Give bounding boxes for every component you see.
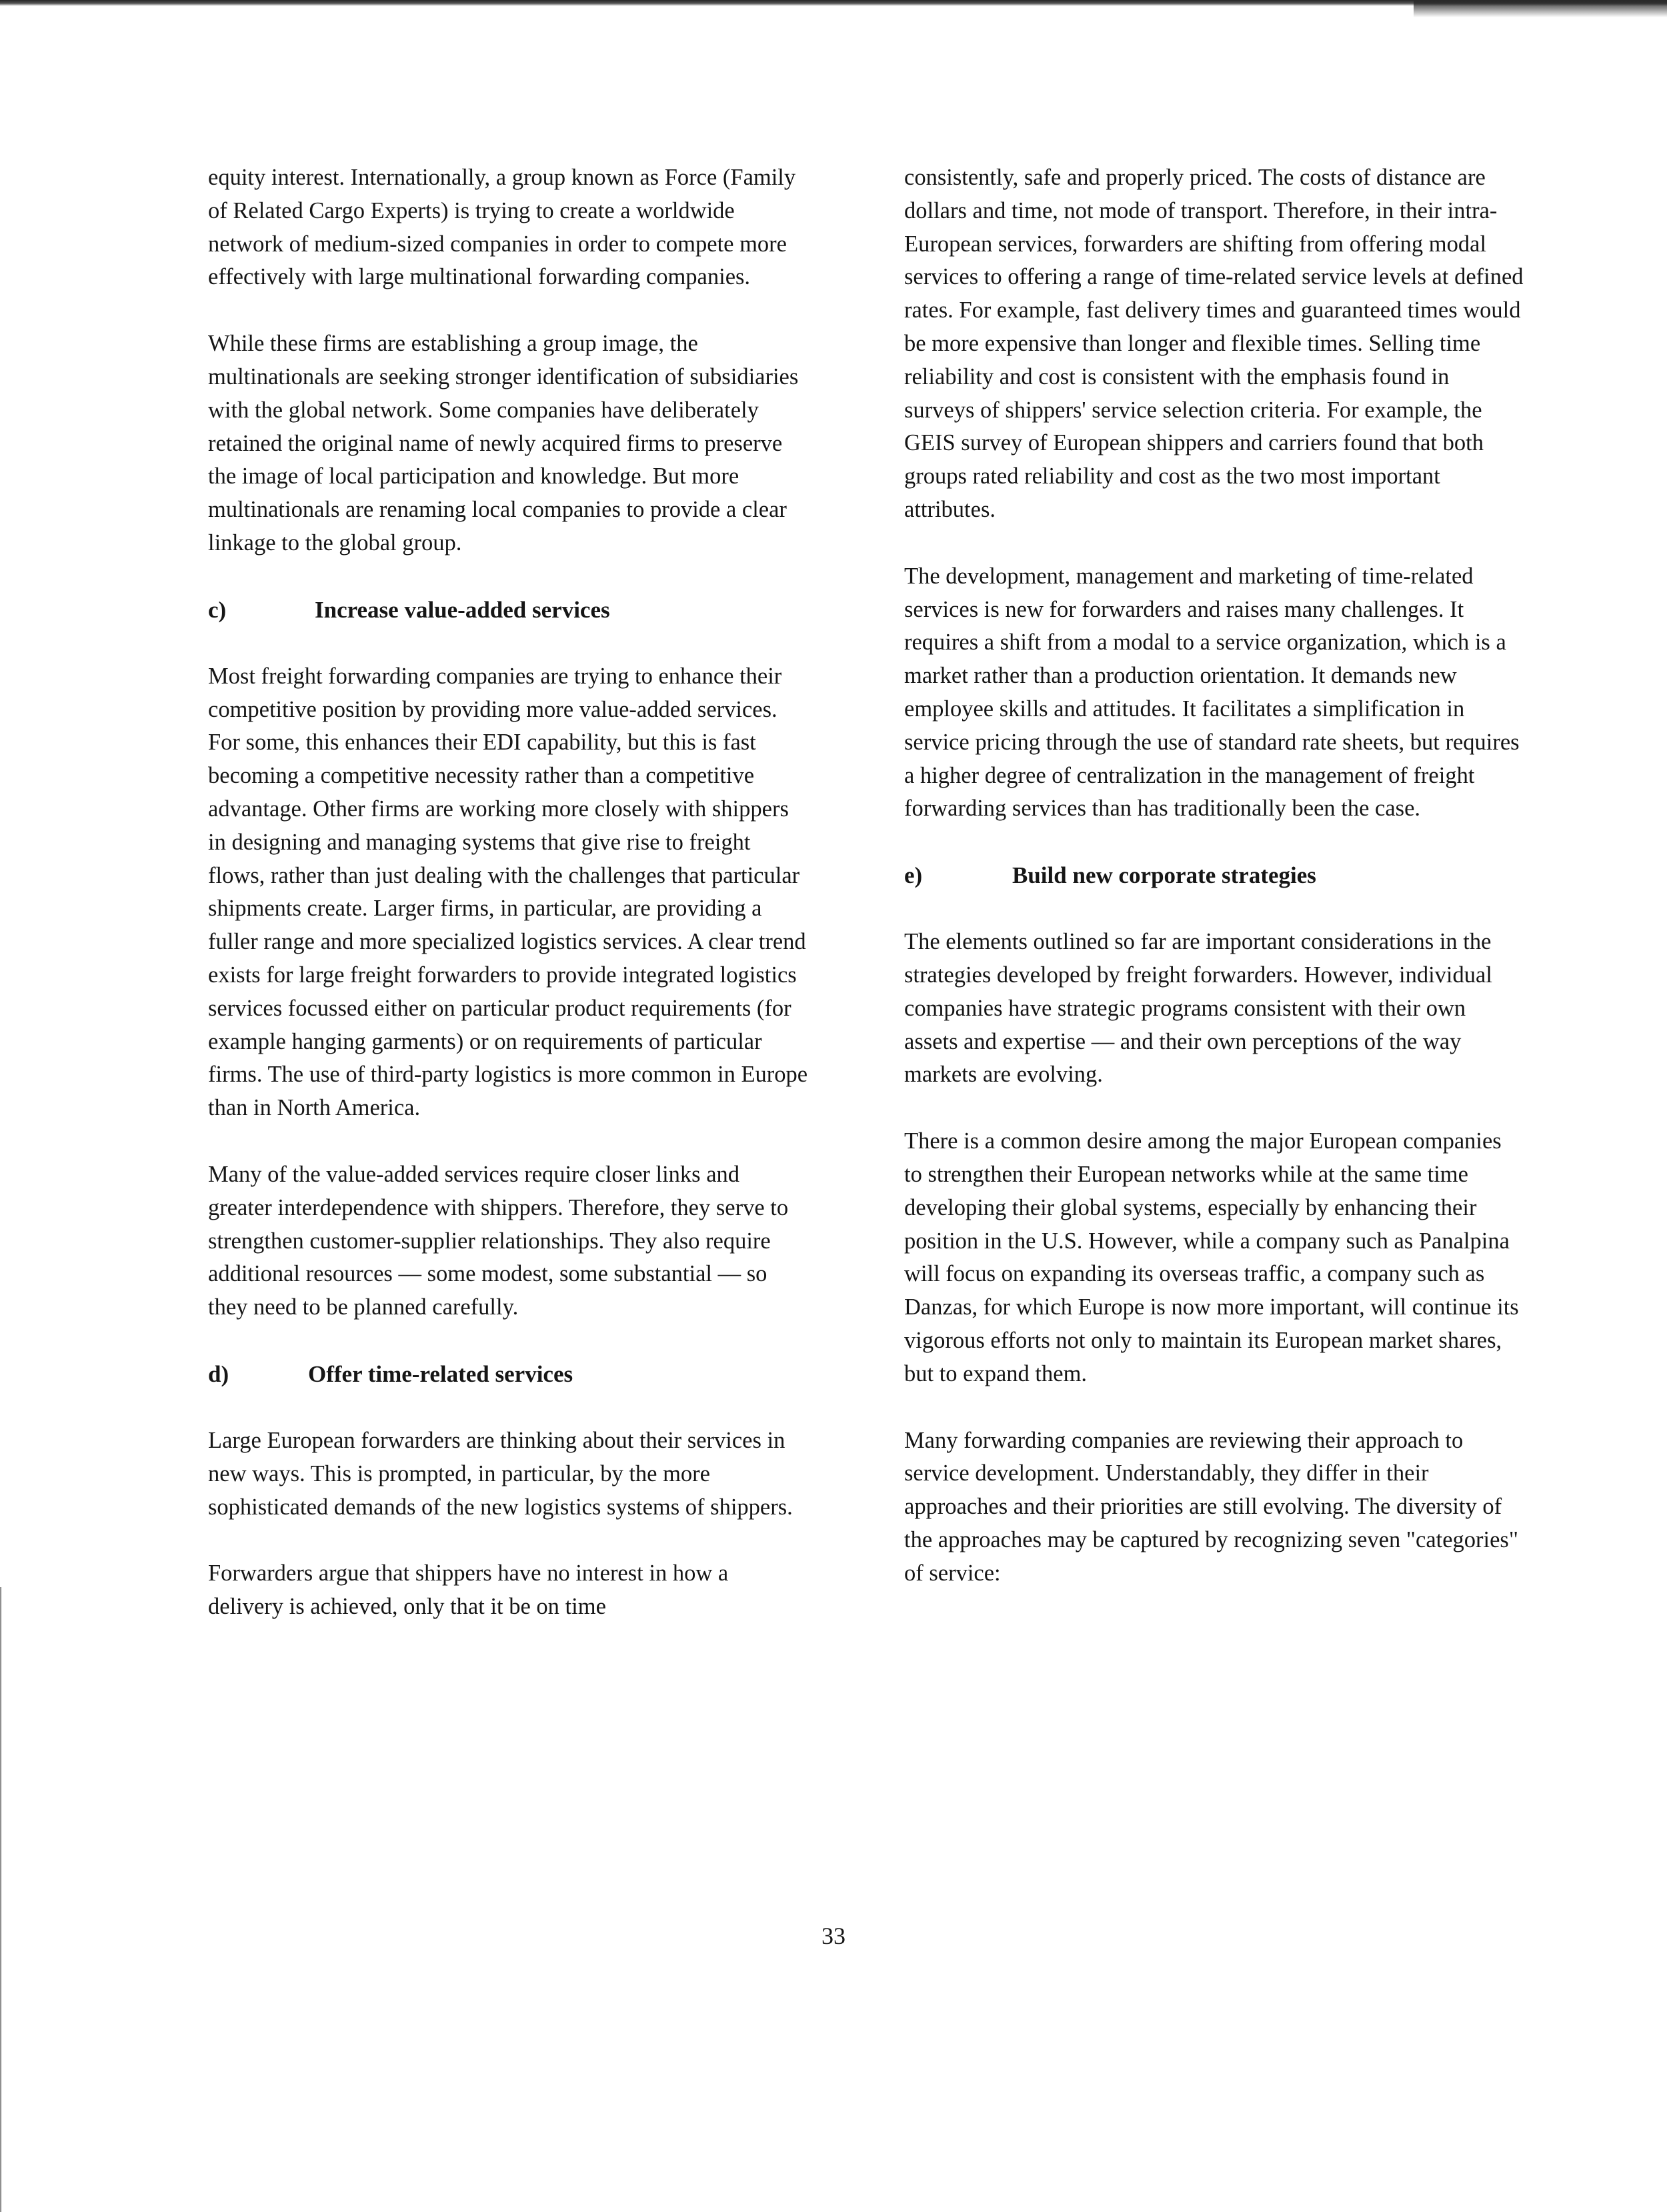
section-heading-d (208, 1358, 808, 1391)
section-letter: e) (904, 862, 923, 889)
scan-edge-top-right (1414, 0, 1667, 17)
section-heading-e (904, 859, 1524, 892)
section-letter: c) (208, 596, 227, 623)
left-paragraph-1: equity interest. Internationally, a group known as Force (Family of Related Cargo Experts) is trying to create a worldwide network of medium-sized companies in order to compete more effectively with large multinational forwarding companies. (208, 165, 796, 290)
left-paragraph-6: Forwarders argue that shippers have no interest in how a delivery is achieved, only that it be on time (208, 1560, 729, 1620)
right-paragraph-2: The development, management and marketing of time-related services is new for forwarders and raises many challenges. It requires a shift from a modal to a service organization, which is a market rather than a production orientation. It demands new employee skills and attitudes. It facilitates a simplification in service pricing through the use of standard rate sheets, but requires a higher degree of centralization in the management of freight forwarding services than has traditionally been the case. (904, 563, 1520, 822)
left-paragraph-5: Large European forwarders are thinking about their services in new ways. This is prompted, in particular, by the more sophisticated demands of the new logistics systems of shippers. (208, 1427, 793, 1520)
right-paragraph-4: There is a common desire among the major European companies to strengthen their European networks while at the same time developing their global systems, especially by enhancing their position in the U.S. However, while a company such as Panalpina will focus on expanding its overseas traffic, a company such as Danzas, for which Europe is now more important, will continue its vigorous efforts not only to maintain its European market shares, but to expand them. (904, 1128, 1519, 1386)
left-paragraph-3: Most freight forwarding companies are trying to enhance their competitive position by providing more value-added services. For some, this enhances their EDI capability, but this is fast becoming a competitive necessity rather than a competitive advantage. Other firms are working more closely with shippers in designing and managing systems that give rise to freight flows, rather than just dealing with the challenges that particular shipments create. Larger firms, in particular, are providing a fuller range and more specialized logistics services. A clear trend exists for large freight forwarders to provide integrated logistics services focussed either on particular product requirements (for example hanging garments) or on requirements of particular firms. The use of third-party logistics is more common in Europe than in North America. (208, 663, 808, 1121)
left-column (208, 161, 808, 1657)
section-title: Offer time-related services (308, 1360, 573, 1387)
page-number: 33 (821, 1923, 846, 1949)
right-paragraph-5: Many forwarding companies are reviewing their approach to service development. Understandably, they differ in their approaches and their priorities are still evolving. The diversity of the approaches may be captured by recognizing seven "categories" of service: (904, 1427, 1518, 1586)
left-paragraph-2: While these firms are establishing a group image, the multinationals are seeking stronger identification of subsidiaries with the global network. Some companies have deliberately retained the original name of newly acquired firms to preserve the image of local participation and knowledge. But more multinationals are renaming local companies to provide a clear linkage to the global group. (208, 331, 799, 556)
right-paragraph-1: consistently, safe and properly priced. The costs of distance are dollars and time, not mode of transport. Therefore, in their intra-European services, forwarders are shifting from offering modal services to offering a range of time-related service levels at defined rates. For example, fast delivery times and guaranteed times would be more expensive than longer and flexible times. Selling time reliability and cost is consistent with the emphasis found in surveys of shippers' service selection criteria. For example, the GEIS survey of European shippers and carriers found that both groups rated reliability and cost as the two most important attributes. (904, 165, 1524, 522)
right-column (904, 161, 1524, 1623)
scan-edge-left (0, 1587, 2, 2212)
left-paragraph-4: Many of the value-added services require closer links and greater interdependence with shippers. Therefore, they serve to strengthen customer-supplier relationships. They also require additional resources — some modest, some substantial — so they need to be planned carefully. (208, 1161, 789, 1320)
section-letter: d) (208, 1360, 229, 1387)
right-paragraph-3: The elements outlined so far are important considerations in the strategies developed by freight forwarders. However, individual companies have strategic programs consistent with their own assets and expertise — and their own perceptions of the way markets are evolving. (904, 929, 1492, 1088)
section-title: Build new corporate strategies (1012, 862, 1316, 889)
section-heading-c (208, 594, 808, 627)
section-title: Increase value-added services (315, 596, 610, 623)
